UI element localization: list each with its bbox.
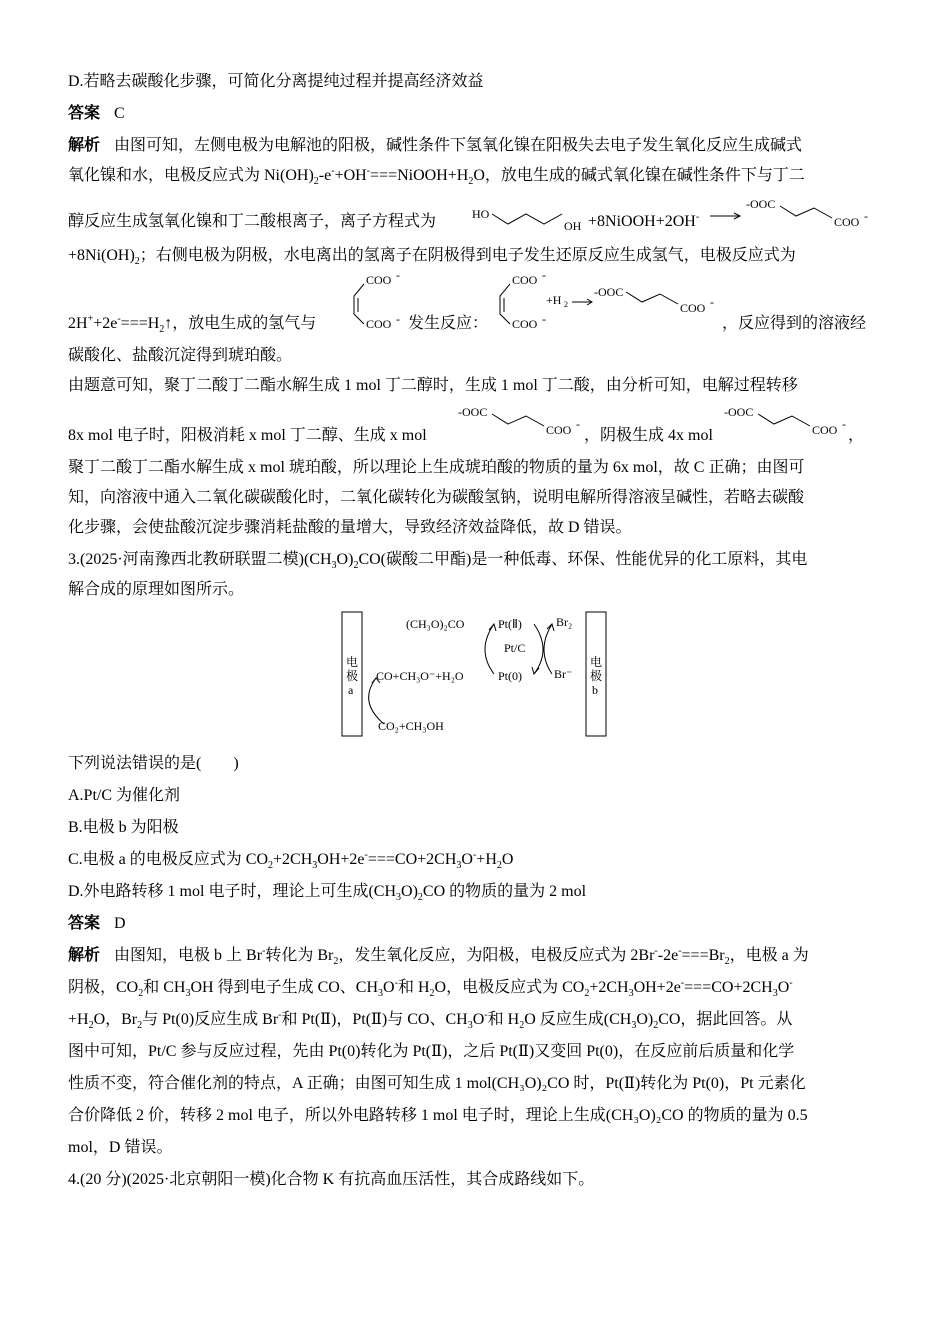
option-c: C.电极 a 的电极反应式为 $CO_2+2CH_3OH+2e^-===CO+2CH_3O^-+H_2O$ xyxy=(68,850,514,870)
svg-text:-: - xyxy=(576,417,580,431)
svg-text:-OOC: -OOC xyxy=(746,197,776,211)
svg-text:Br⁻: Br⁻ xyxy=(554,667,573,681)
svg-text:COO: COO xyxy=(512,273,538,287)
analysis-2-line-5: 性质不变，符合催化剂的特点，A 正确；由图可知生成 1 mol(CH₃O)₂CO 时，Pt(Ⅱ)转化为 Pt(0)，Pt 元素化 xyxy=(68,1075,806,1092)
analysis-line-9: 聚丁二酸丁二酯水解生成 x mol 琥珀酸，所以理论上生成琥珀酸的物质的量为 6x mol，故 C 正确；由图可 xyxy=(68,459,805,476)
analysis-line-1: 解析 由图可知，左侧电极为电解池的阳极，碱性条件下氢氧化镍在阳极失去电子发生氧化反应生成碱式 xyxy=(68,137,803,154)
succinate-structure-3 xyxy=(724,402,854,442)
answer-line-1 xyxy=(68,104,880,124)
cycle-arrow-right xyxy=(544,624,552,674)
answer-label: 答案 xyxy=(68,105,101,122)
svg-text:HO: HO xyxy=(472,207,490,221)
svg-text:-OOC: -OOC xyxy=(458,405,488,419)
svg-text:极: 极 xyxy=(590,669,603,683)
analysis-line-2: 氧化镍和水，电极反应式为 $Ni(OH)_2-e^-+OH^-===NiOOH+H_2O$，放电生成的碱式氧化镍在碱性条件下与丁二 xyxy=(68,166,805,186)
analysis-line-8a: 8x mol 电子时，阳极消耗 x mol 丁二醇、生成 x mol xyxy=(68,427,427,444)
answer-value-2: D xyxy=(114,915,126,932)
svg-text:-: - xyxy=(864,209,868,223)
analysis-line-5b: 发生反应： xyxy=(408,315,488,332)
analysis-2-line-7: mol，D 错误。 xyxy=(68,1139,173,1156)
option-a: A.Pt/C 为催化剂 xyxy=(68,787,181,804)
svg-text:COO: COO xyxy=(512,317,538,331)
svg-text:-: - xyxy=(542,270,546,282)
svg-text:COO: COO xyxy=(546,423,572,437)
svg-text:电: 电 xyxy=(346,655,359,669)
svg-text:-: - xyxy=(396,312,400,326)
svg-text:(CH₃O)₂CO: (CH₃O)₂CO xyxy=(406,617,465,631)
svg-text:-: - xyxy=(396,270,400,282)
answer-line-2: 答案 D xyxy=(68,915,126,932)
option-d: D.外电路转移 1 mol 电子时，理论上可生成$(CH_3O)_2CO$ 的物质的量为 2 mol xyxy=(68,883,587,902)
svg-text:COO: COO xyxy=(366,317,392,331)
analysis-2-line-1: 解析 由图知，电极 b 上 Br-转化为 $Br_2$，发生氧化反应，为阳极，电极反应式为 $2Br^--2e^-===Br_2$，电极 a 为 xyxy=(68,946,809,966)
analysis-2-line-2: 阴极，$CO_2$和 $CH_3OH$ 得到电子生成 CO、$CH_3O^-$和 $H_2O$，电极反应式为 $CO_2+2CH_3OH+2e^-===CO+2CH_3O^-$ xyxy=(68,978,793,998)
svg-text:Pt(Ⅱ): Pt(Ⅱ) xyxy=(498,617,522,631)
succinate-structure-2 xyxy=(458,402,588,442)
svg-text:b: b xyxy=(592,683,598,697)
analysis-2-line-6: 合价降低 2 价，转移 2 mol 电子，所以外电路转移 1 mol 电子时，理论上生成(CH₃O)₂CO 的物质的量为 0.5 xyxy=(68,1107,808,1124)
option-d-prev: D.若略去碳酸化步骤，可简化分离提纯过程并提高经济效益 xyxy=(68,73,484,90)
analysis-line-11: 化步骤，会使盐酸沉淀步骤消耗盐酸的量增大，导致经济效益降低，故 D 错误。 xyxy=(68,519,632,536)
svg-text:OH: OH xyxy=(564,219,582,233)
question-3-line-1: 3.(2025·河南豫西北教研联盟二模)$(CH_3O)_2CO$(碳酸二甲酯)是一种低毒、环保、性能优异的化工原料，其电 xyxy=(68,551,808,570)
butanediol-structure xyxy=(470,202,590,238)
svg-text:COO: COO xyxy=(834,215,860,229)
svg-text:a: a xyxy=(348,683,354,697)
electrolysis-diagram xyxy=(338,608,612,740)
svg-text:Pt/C: Pt/C xyxy=(504,641,526,655)
analysis-line-8c: ， xyxy=(848,427,865,444)
question-4-heading: 4.(20 分)(2025·北京朝阳一模)化合物 K 有抗高血压活性，其合成路线如下。 xyxy=(68,1171,595,1188)
option-b: B.电极 b 为阳极 xyxy=(68,819,179,836)
analysis-line-3b: +8NiOOH+2OH- xyxy=(588,212,700,230)
svg-text:CO+CH₃O⁻+H₂O: CO+CH₃O⁻+H₂O xyxy=(376,669,464,683)
arrow-succinate-1 xyxy=(706,196,876,236)
question-3-line-2: 解合成的原理如图所示。 xyxy=(68,581,245,598)
analysis-line-7: 由题意可知，聚丁二酸丁二酯水解生成 1 mol 丁二醇时，生成 1 mol 丁二酸，由分析可知，电解过程转移 xyxy=(68,377,798,394)
answer-value: C xyxy=(114,105,125,122)
svg-text:-: - xyxy=(710,295,714,309)
svg-text:-OOC: -OOC xyxy=(724,405,754,419)
analysis-line-3a: 醇反应生成氢氧化镍和丁二酸根离子，离子方程式为 xyxy=(68,213,437,230)
svg-text:-: - xyxy=(842,417,846,431)
svg-text:2: 2 xyxy=(564,300,568,309)
svg-text:+H: +H xyxy=(546,293,562,307)
svg-text:COO: COO xyxy=(366,273,392,287)
svg-text:COO: COO xyxy=(680,301,706,315)
analysis-line-10: 知，向溶液中通入二氧化碳碳酸化时，二氧化碳转化为碳酸氢钠，说明电解所得溶液呈碱性，若略去碳酸 xyxy=(68,489,805,506)
analysis-label: 解析 xyxy=(68,137,101,154)
svg-text:COO: COO xyxy=(812,423,838,437)
svg-text:Br₂: Br₂ xyxy=(556,615,573,629)
analysis-line-6: 碳酸化、盐酸沉淀得到琥珀酸。 xyxy=(68,347,293,364)
svg-text:-OOC: -OOC xyxy=(594,285,624,299)
hydrogenation-reaction xyxy=(492,270,722,334)
svg-text:-: - xyxy=(542,312,546,326)
svg-text:电: 电 xyxy=(590,655,603,669)
svg-text:CO₂+CH₃OH: CO₂+CH₃OH xyxy=(378,719,444,733)
analysis-line-8b: ，阴极生成 4x mol xyxy=(584,427,713,444)
analysis-2-line-4: 图中可知，Pt/C 参与反应过程，先由 Pt(0)转化为 Pt(Ⅱ)，之后 Pt(Ⅱ)又变回 Pt(0)，在反应前后质量和化学 xyxy=(68,1043,795,1060)
analysis-line-5c: ，反应得到的溶液经 xyxy=(722,315,867,332)
reduction-arrow xyxy=(369,678,384,724)
svg-text:极: 极 xyxy=(346,669,359,683)
cycle-arrow-left xyxy=(485,624,494,674)
cycle-arrow-mid xyxy=(534,624,543,674)
question-3-prompt: 下列说法错误的是( ) xyxy=(68,755,239,772)
analysis-line-5a: $2H^++2e^-===H_2↑$，放电生成的氢气与 xyxy=(68,314,317,334)
svg-text:Pt(0): Pt(0) xyxy=(498,669,522,683)
analysis-2-line-3: $+H_2O$，$Br_2$与 Pt(0)反应生成 Br-和 Pt(Ⅱ)，Pt(Ⅱ)与 CO、$CH_3O^-$和 $H_2O$ 反应生成$(CH_3O)_2CO$，据此回答。从 xyxy=(68,1010,793,1030)
analysis-line-4: $+8Ni(OH)_2$；右侧电极为阴极，水电离出的氢离子在阴极得到电子发生还原反应生成氢气，电极反应式为 xyxy=(68,247,796,266)
maleate-structure-1 xyxy=(346,270,408,334)
